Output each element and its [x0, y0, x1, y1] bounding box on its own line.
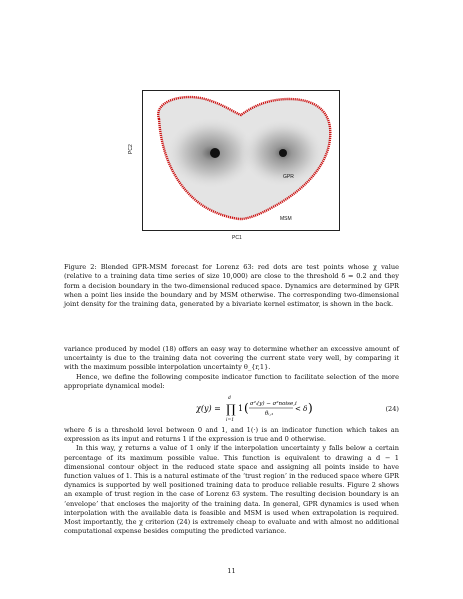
figure-2 — [128, 90, 340, 250]
svg-text:i=1: i=1 — [226, 418, 235, 424]
paragraph-2: Hence, we define the following composite indicator function to facilitate selection of the more appropriate dynamical model: — [64, 372, 399, 390]
density-peak-left — [210, 148, 220, 158]
page-number: 11 — [227, 567, 236, 575]
svg-text:∏: ∏ — [226, 402, 236, 417]
svg-text:χ(y) =: χ(y) = — [196, 404, 221, 414]
x-axis-label: PC1 — [232, 235, 242, 241]
paragraph-1: variance produced by model (18) offers an easy way to determine whether an excessive amount of uncertainty is due to the training data not covering the current state very well, by comparing it with the maximum possible interpolation uncertainty θ_{r,1}. — [64, 345, 399, 372]
y-axis-label: PC2 — [128, 144, 134, 154]
density-plot — [143, 91, 341, 232]
equation-number: (24) — [385, 405, 399, 414]
msm-label: MSM — [280, 216, 292, 222]
svg-text:1: 1 — [238, 404, 244, 414]
paragraph-4: In this way, χ returns a value of 1 only if the interpolation uncertainty y falls below a certain percentage of its maximum possible value. This function is equivalent to drawing a d − 1 dimensional contour object in the reduced state space and assigning all points inside to have function values of 1. This is a natural estimate of the ‘trust region’ in the reduced space where GPR dynamics is supported by well positioned training data to produce reliable results. Figure 2 shows an example of trust region in the case of Lorenz 63 system. The resulting decision boundary is an ‘envelope’ that encloses the majority of the training data. In general, GPR dynamics is used when interpolation with the available data is feasible and MSM is used when extrapolation is required. Most importantly, the χ criterion (24) is extremely cheap to evaluate and with almost no additional computational expense besides computing the predicted variance. — [64, 444, 399, 536]
svg-text:< δ: < δ — [295, 405, 308, 414]
density-peak-right — [279, 149, 287, 157]
svg-text:d: d — [228, 396, 231, 402]
svg-text:σ²ᵢ(y) − σ²noise,i: σ²ᵢ(y) − σ²noise,i — [250, 401, 297, 408]
equation-24 — [64, 392, 399, 426]
gpr-label: GPR — [283, 174, 294, 180]
figure-caption: Figure 2: Blended GPR-MSM forecast for Lorenz 63: red dots are test points whose χ value (relative to a training data time series of size 10,000) are close to the threshold δ = 0.2 and they form a decision boundary in the two-dimensional reduced space. Dynamics are determined by GPR when a point lies inside the boundary and by MSM otherwise. The corresponding two-dimensional joint density for the training data, generated by a bivariate kernel estimator, is shown in the back. — [64, 263, 399, 309]
svg-text:): ) — [308, 401, 313, 416]
paragraph-3: where δ is a threshold level between 0 and 1, and 1(·) is an indicator function which takes an expression as its input and returns 1 if the expression is true and 0 otherwise. — [64, 426, 399, 444]
body-text — [64, 345, 399, 536]
equation-formula — [196, 393, 316, 425]
svg-text:θᵢ,₁: θᵢ,₁ — [265, 411, 274, 418]
plot-area — [142, 90, 340, 231]
svg-text:(: ( — [244, 401, 249, 416]
